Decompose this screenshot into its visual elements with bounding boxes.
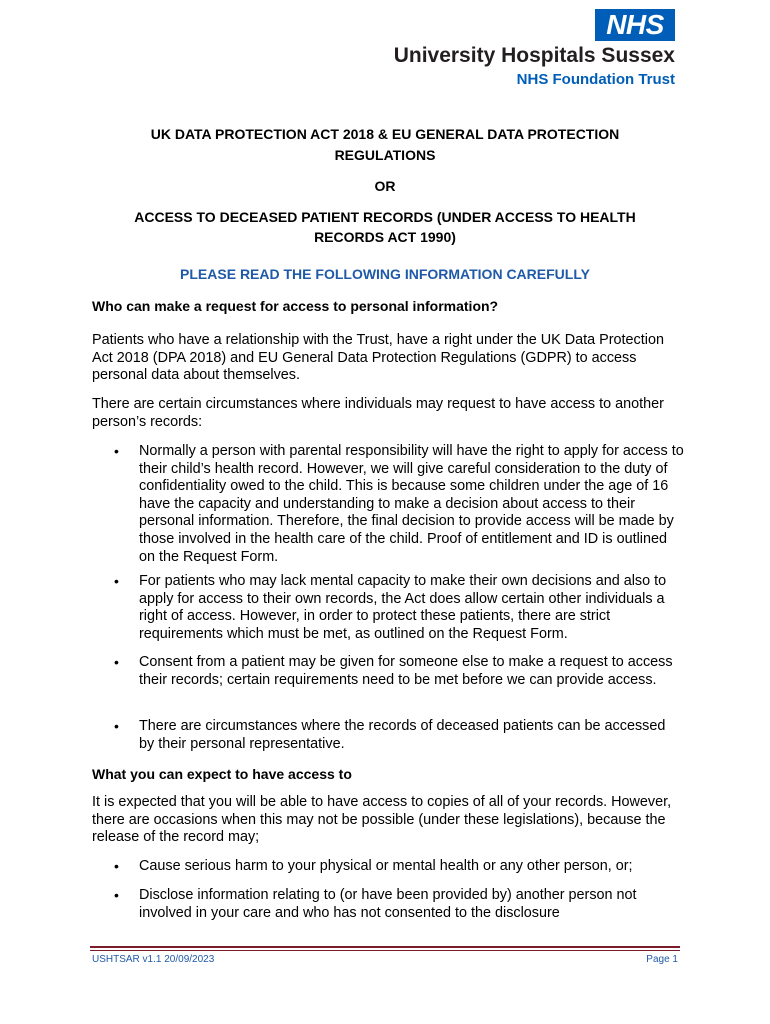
bullet-consent: Consent from a patient may be given for someone else to make a request to access their records; certain requirements need to be met before we can provide access. <box>139 654 673 688</box>
title-line-4: RECORDS ACT 1990) <box>314 229 456 245</box>
title-or: OR <box>374 178 396 194</box>
nhs-logo: NHS <box>595 9 675 41</box>
bullet-marker: • <box>114 887 119 903</box>
bullet-marker: • <box>114 718 119 734</box>
bullet-marker: • <box>114 858 119 874</box>
organisation-subtitle: NHS Foundation Trust <box>516 71 675 88</box>
bullet-serious-harm: Cause serious harm to your physical or mental health or any other person, or; <box>139 858 633 874</box>
paragraph-expected-access: It is expected that you will be able to have access to copies of all of your records. However, there are occasions when this may not be possible (under these legislations), because the release of the record may; <box>92 794 672 846</box>
bullet-parental-responsibility: Normally a person with parental responsibility will have the right to apply for access to their child’s health record. However, we will give careful consideration to the duty of confidentiality owed to the child. This is because some children under the age of 16 have the capacity and understanding to make a decision about access to their personal information. Therefore, the final decision to provide access will be made by those involved in the health care of the child. Proof of entitlement and ID is outlined on the Request Form. <box>139 443 684 565</box>
bullet-deceased: There are circumstances where the records of deceased patients can be accessed by their personal representative. <box>139 718 666 752</box>
organisation-name: University Hospitals Sussex <box>393 44 675 67</box>
bullet-marker: • <box>114 443 119 459</box>
bullet-mental-capacity: For patients who may lack mental capacity to make their own decisions and also to apply for access to their own records, the Act does allow certain other individuals a right of access. However, in order to protect these patients, there are strict requirements which must be met, as outlined on the Request Form. <box>139 573 667 642</box>
section-heading-access: What you can expect to have access to <box>92 766 352 782</box>
footer-document-reference: USHTSAR v1.1 20/09/2023 <box>92 954 215 965</box>
bullet-marker: • <box>114 573 119 589</box>
bullet-third-party: Disclose information relating to (or have been provided by) another person not involved in your care and who has not consented to the disclosure <box>139 887 637 921</box>
bullet-marker: • <box>114 654 119 670</box>
title-line-3: ACCESS TO DECEASED PATIENT RECORDS (UNDER ACCESS TO HEALTH <box>134 209 636 225</box>
section-heading-who: Who can make a request for access to personal information? <box>92 298 499 314</box>
paragraph-circumstances: There are certain circumstances where individuals may request to have access to another person’s records: <box>92 396 664 430</box>
notice-heading: PLEASE READ THE FOLLOWING INFORMATION CAREFULLY <box>180 266 590 282</box>
footer-page-number: Page 1 <box>646 954 678 965</box>
footer-divider <box>90 946 680 948</box>
title-line-2: REGULATIONS <box>334 147 436 163</box>
paragraph-patients-rights: Patients who have a relationship with the Trust, have a right under the UK Data Protection Act 2018 (DPA 2018) and EU General Data Protection Regulations (GDPR) to access personal data about themselves. <box>92 332 664 384</box>
footer-divider-thin <box>90 950 680 951</box>
title-line-1: UK DATA PROTECTION ACT 2018 & EU GENERAL DATA PROTECTION <box>150 126 620 142</box>
